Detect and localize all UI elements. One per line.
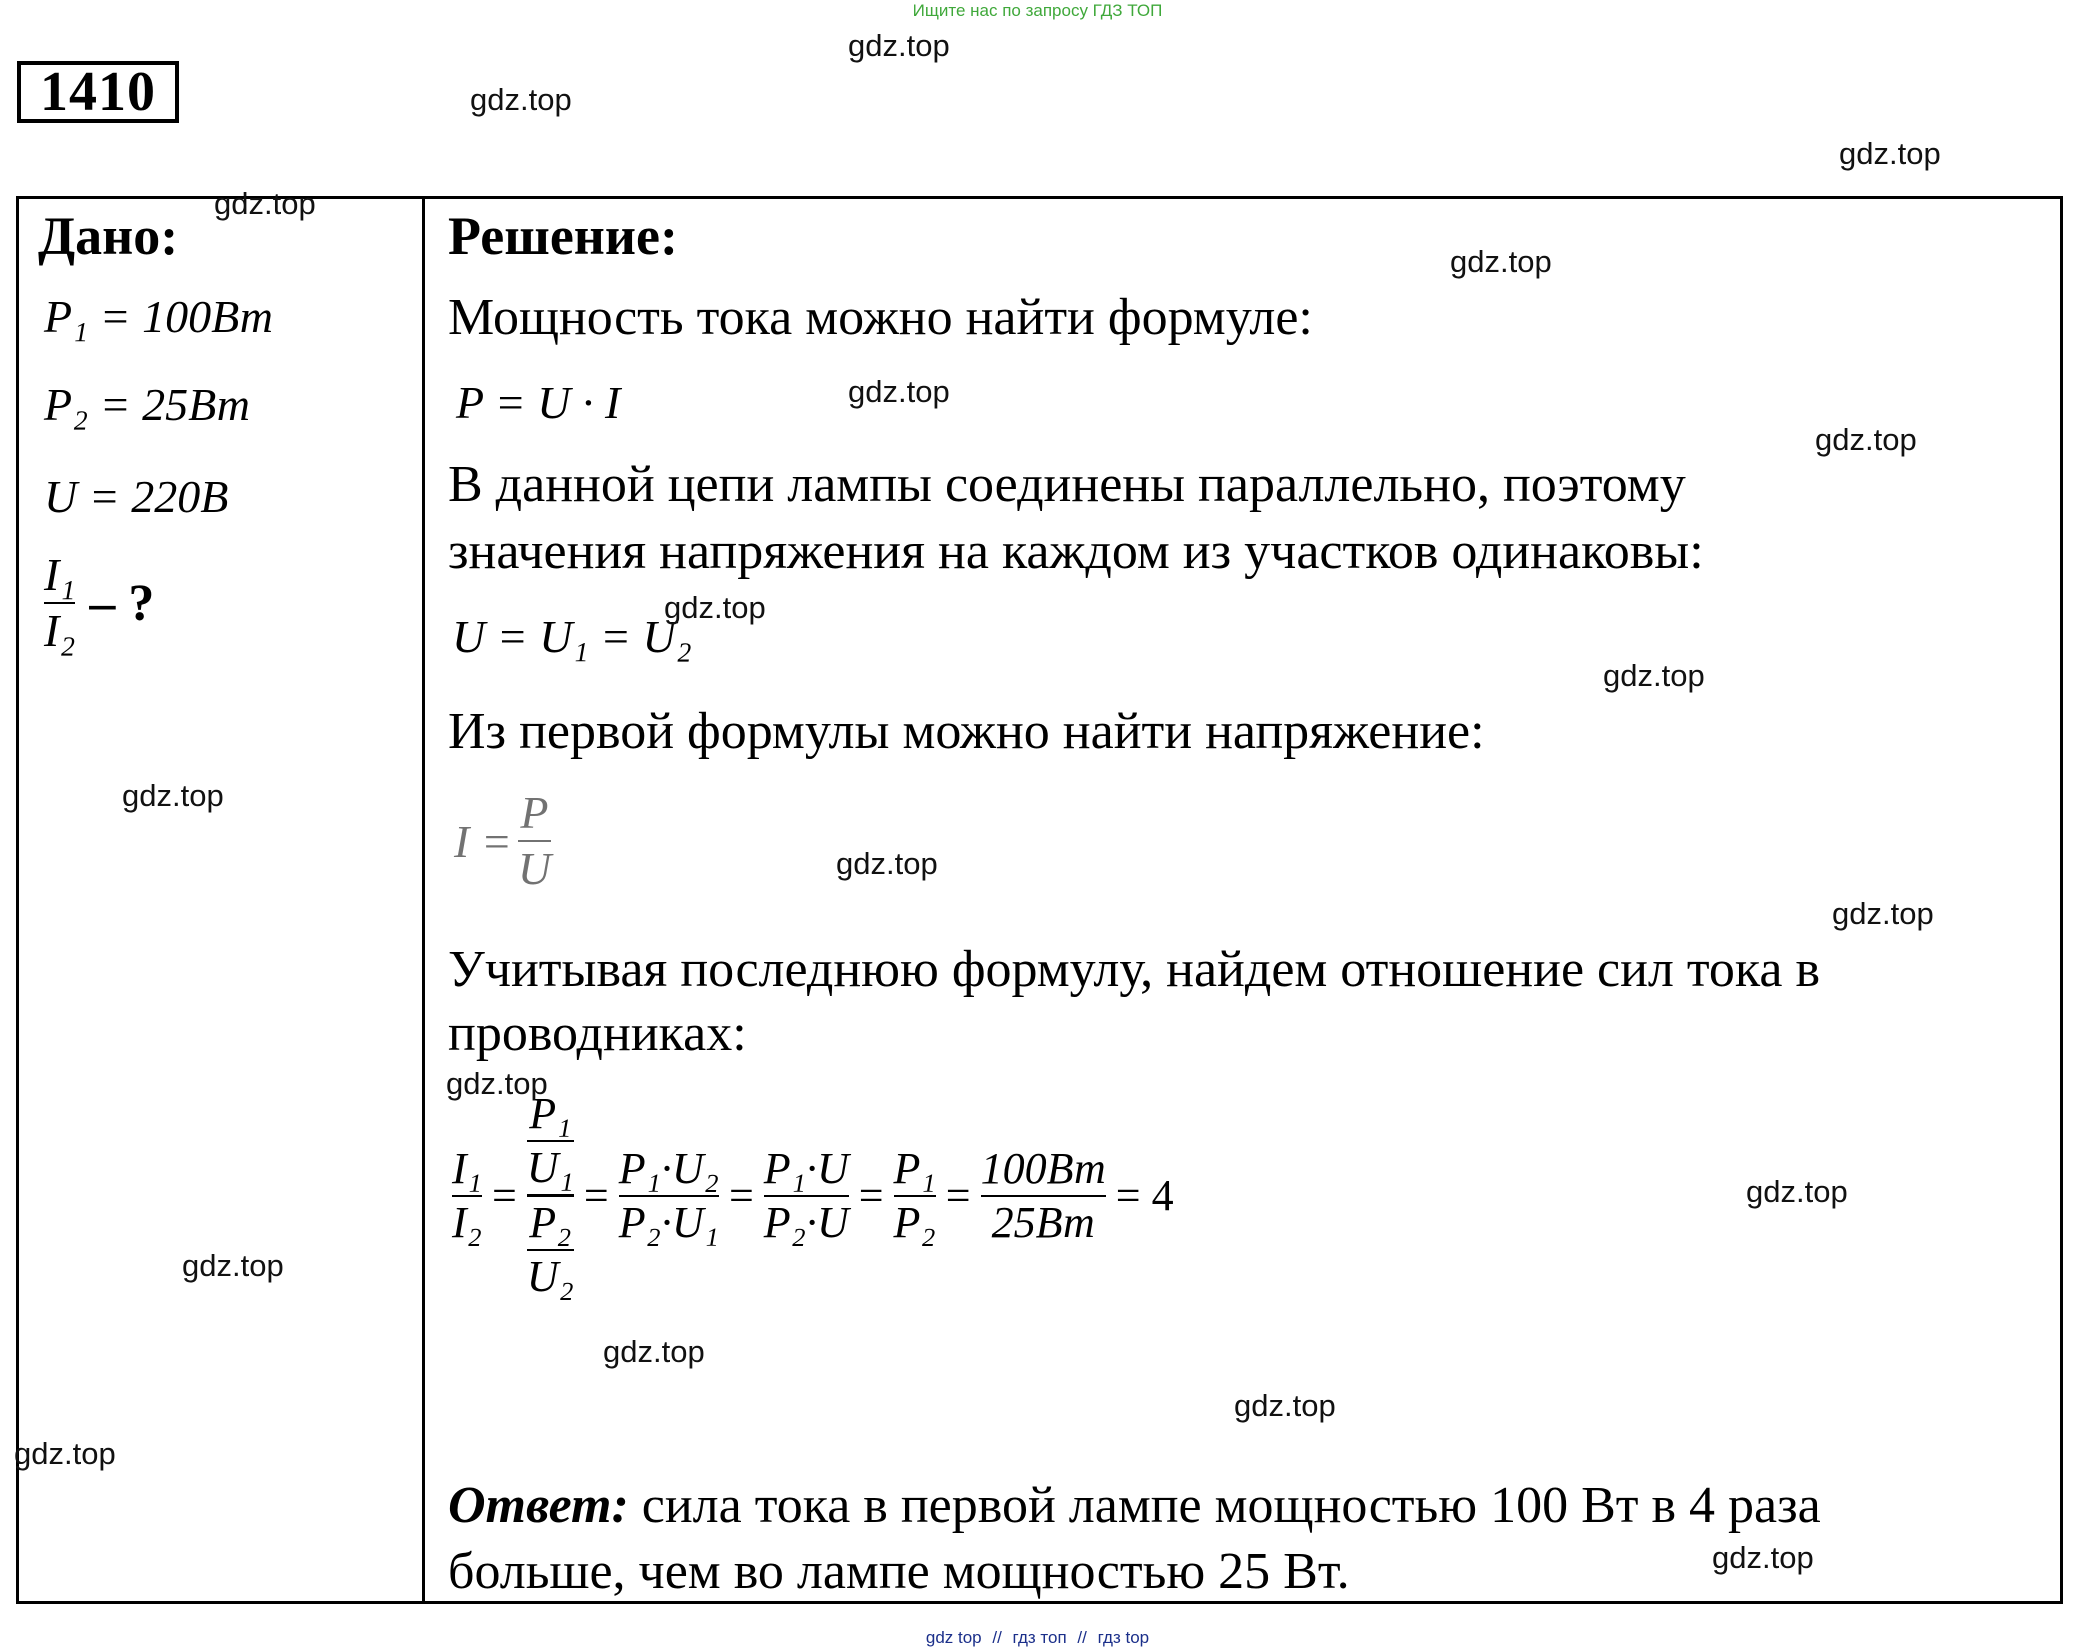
footer-link-1[interactable]: gdz top: [925, 1628, 982, 1647]
watermark: gdz.top: [664, 590, 766, 625]
ratio-t6-num: 100Вт: [980, 1143, 1106, 1193]
watermark: gdz.top: [1603, 658, 1705, 693]
footer-links: [0, 1628, 2075, 1648]
watermark: gdz.top: [1450, 244, 1552, 279]
find-question: – ?: [89, 574, 155, 632]
watermark: gdz.top: [446, 1066, 548, 1101]
solution-line2a: В данной цепи лампы соединены параллельно, поэтому: [448, 456, 1686, 513]
solution-line4b: проводниках:: [448, 1005, 747, 1062]
answer-label: Ответ:: [448, 1477, 629, 1534]
ratio-t2-num-num: P₁: [529, 1089, 572, 1138]
watermark: gdz.top: [182, 1248, 284, 1283]
ratio-t3-den: P₂·U₁: [618, 1197, 719, 1247]
watermark: gdz.top: [14, 1436, 116, 1471]
watermark: gdz.top: [1839, 136, 1941, 171]
ratio-eq-1: =: [491, 1171, 517, 1220]
footer-link-2[interactable]: гдз топ: [1012, 1628, 1067, 1647]
watermark: gdz.top: [1815, 422, 1917, 457]
solution-line2b: значения напряжения на каждом из участков одинаковы:: [448, 523, 1704, 580]
ratio-t4-num: P₁·U: [763, 1143, 849, 1193]
solution-table: [16, 196, 2063, 1604]
ratio-eq-4: =: [858, 1171, 884, 1220]
problem-number: 1410: [17, 61, 179, 123]
footer-separator: //: [1077, 1628, 1087, 1647]
watermark: gdz.top: [470, 82, 572, 117]
ratio-t1-den: I₂: [452, 1197, 482, 1247]
formula-current-den: U: [517, 843, 552, 894]
ratio-t5-num: P₁: [893, 1143, 936, 1193]
solution-heading: Решение:: [448, 206, 678, 266]
table-divider: [422, 196, 425, 1604]
ratio-t5-den: P₂: [893, 1197, 936, 1247]
find-denominator: I₂: [44, 605, 76, 656]
ratio-t2-num-den: U₁: [526, 1143, 574, 1192]
solution-line1: Мощность тока можно найти формуле:: [448, 289, 1313, 346]
watermark: gdz.top: [122, 778, 224, 813]
ratio-eq-3: =: [728, 1171, 754, 1220]
solution-line4a: Учитывая последнюю формулу, найдем отношение сил тока в: [448, 941, 1821, 998]
watermark: gdz.top: [214, 186, 316, 221]
formula-voltage: U = U₁ = U₂: [452, 611, 692, 662]
given-p2: P₂ = 25Вт: [44, 379, 251, 430]
watermark: gdz.top: [1712, 1540, 1814, 1575]
find-numerator: I₁: [44, 549, 76, 600]
solution-line3: Из первой формулы можно найти напряжение:: [448, 703, 1485, 760]
watermark: gdz.top: [836, 846, 938, 881]
watermark: gdz.top: [1746, 1174, 1848, 1209]
formula-current: [454, 787, 552, 894]
ratio-t2-den-den: U₂: [526, 1252, 574, 1301]
ratio-eq-2: =: [583, 1171, 609, 1220]
given-heading: Дано:: [38, 206, 179, 266]
search-banner: Ищите нас по запросу ГДЗ ТОП: [912, 1, 1163, 20]
given-p1: P₁ = 100Вт: [44, 291, 274, 342]
formula-ratio: [452, 1089, 1174, 1301]
ratio-eq-5: =: [945, 1171, 971, 1220]
ratio-t3-num: P₁·U₂: [618, 1143, 719, 1193]
ratio-t6-den: 25Вт: [991, 1197, 1095, 1247]
formula-power: P = U · I: [456, 377, 621, 428]
formula-current-lhs: I =: [454, 815, 512, 867]
footer-link-3[interactable]: гдз top: [1097, 1628, 1150, 1647]
given-u: U = 220В: [44, 471, 229, 522]
answer-line2: больше, чем во лампе мощностью 25 Вт.: [448, 1543, 1350, 1600]
given-find: [44, 549, 155, 656]
footer-separator: //: [992, 1628, 1002, 1647]
ratio-result: = 4: [1115, 1171, 1174, 1220]
watermark: gdz.top: [848, 28, 950, 63]
watermark: gdz.top: [603, 1334, 705, 1369]
ratio-t1-num: I₁: [452, 1143, 482, 1193]
ratio-t4-den: P₂·U: [763, 1197, 849, 1247]
watermark: gdz.top: [1832, 896, 1934, 931]
watermark: gdz.top: [1234, 1388, 1336, 1423]
formula-current-num: P: [520, 787, 549, 838]
answer-line1: [448, 1476, 1821, 1535]
answer-text-1: сила тока в первой лампе мощностью 100 Вт в 4 раза: [641, 1477, 1821, 1534]
ratio-t2-den-num: P₂: [529, 1198, 572, 1247]
watermark: gdz.top: [848, 374, 950, 409]
